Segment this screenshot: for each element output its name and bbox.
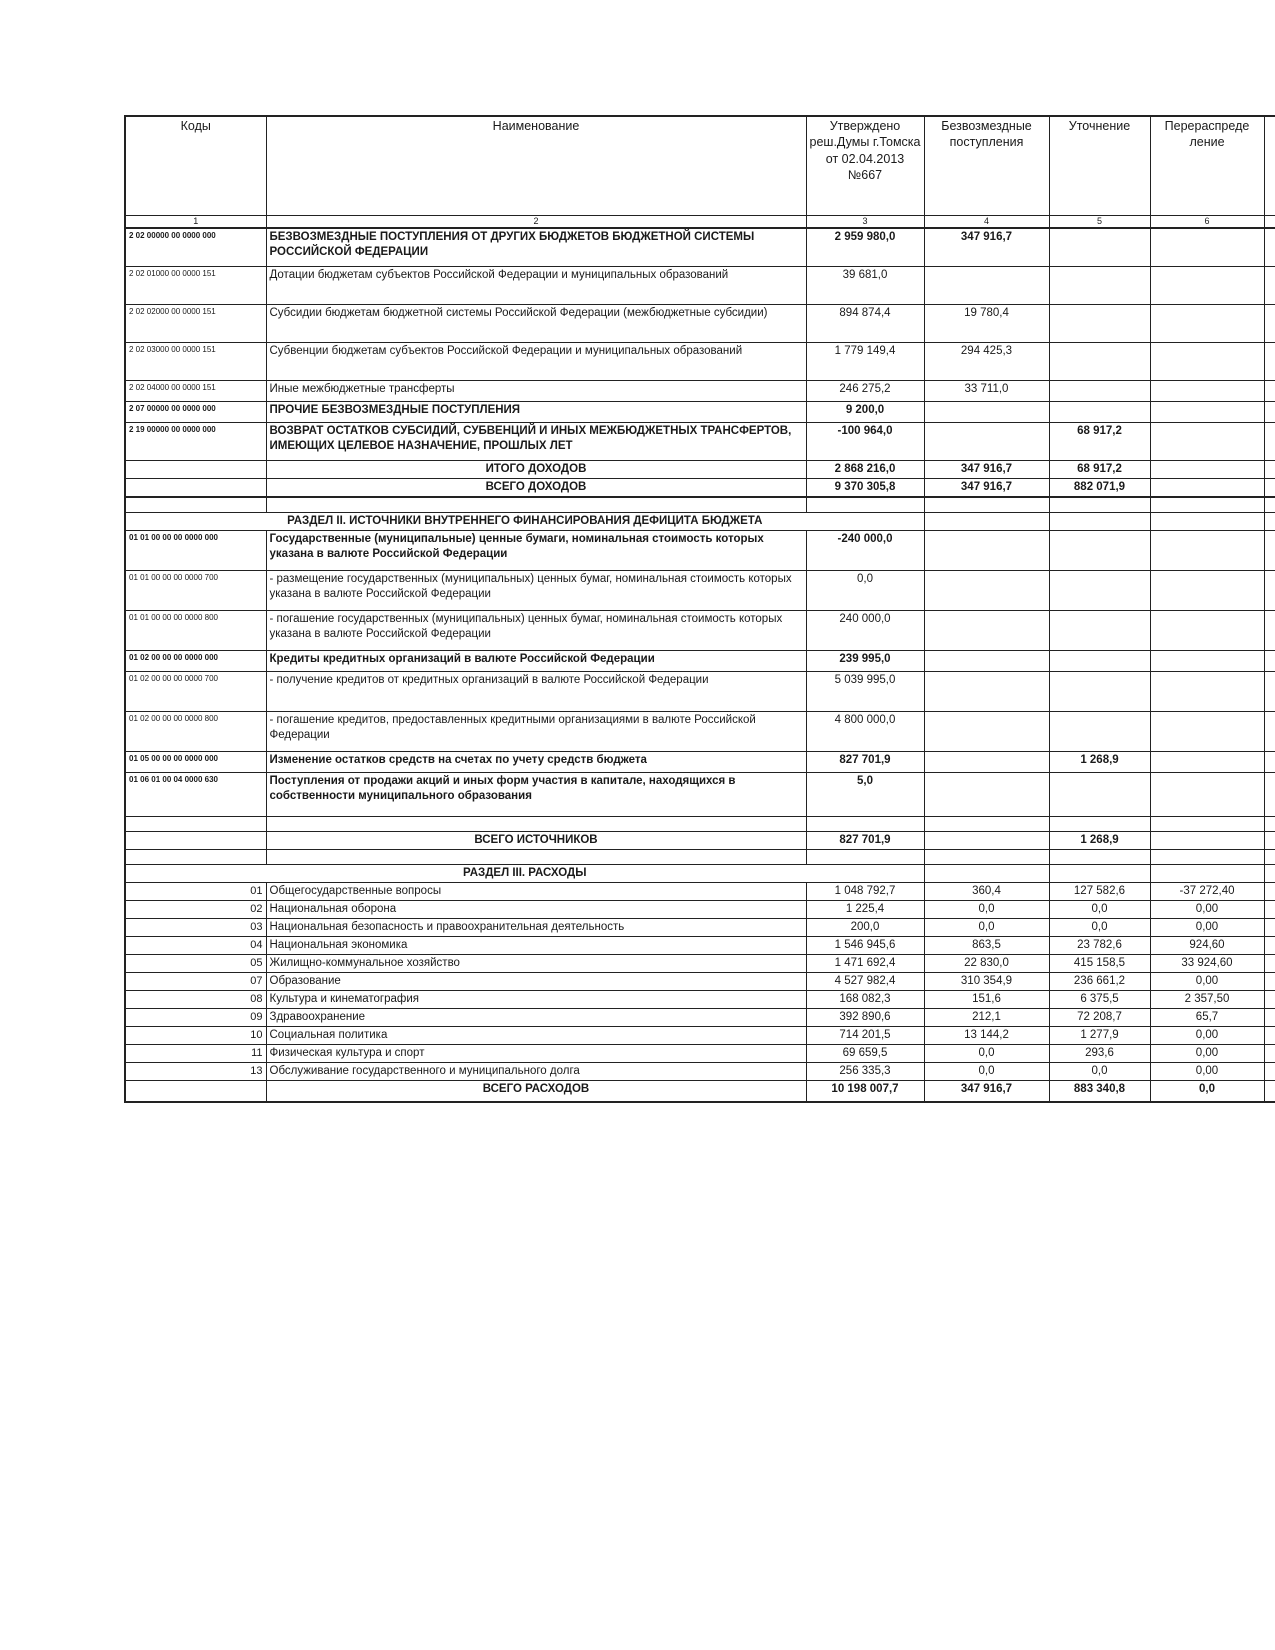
gratuitous-cell: 347 916,7 xyxy=(924,228,1049,267)
clarification-cell xyxy=(1049,342,1150,380)
header-gratuitous: Безвозмездные поступления xyxy=(924,116,1049,216)
gratuitous-cell: 0,0 xyxy=(924,900,1049,918)
section2-header xyxy=(125,512,1275,530)
expense-row xyxy=(125,1026,1275,1044)
expense-row xyxy=(125,990,1275,1008)
gratuitous-cell: 0,0 xyxy=(924,1062,1049,1080)
clarification-cell xyxy=(1049,711,1150,751)
code-cell: 2 07 00000 00 0000 000 xyxy=(125,401,266,422)
header-codes: Коды xyxy=(125,116,266,216)
extra-cell xyxy=(1264,918,1275,936)
redistribution-cell xyxy=(1150,650,1264,671)
gratuitous-cell: 19 780,4 xyxy=(924,304,1049,342)
approved-cell: 9 370 305,8 xyxy=(806,478,924,497)
expense-row xyxy=(125,1008,1275,1026)
approved-cell: 1 048 792,7 xyxy=(806,882,924,900)
redistribution-cell xyxy=(1150,380,1264,401)
gratuitous-cell xyxy=(924,422,1049,460)
extra-cell xyxy=(1264,990,1275,1008)
code-cell: 01 02 00 00 00 0000 800 xyxy=(125,711,266,751)
code-cell: 03 xyxy=(125,918,266,936)
approved-cell: 894 874,4 xyxy=(806,304,924,342)
code-cell: 05 xyxy=(125,954,266,972)
col-num-4: 4 xyxy=(924,216,1049,228)
name-cell: Субсидии бюджетам бюджетной системы Российской Федерации (межбюджетные субсидии) xyxy=(266,304,806,342)
gratuitous-cell: 33 711,0 xyxy=(924,380,1049,401)
sources-total-row xyxy=(125,831,1275,849)
name-cell: ВСЕГО ИСТОЧНИКОВ xyxy=(266,831,806,849)
approved-cell: 168 082,3 xyxy=(806,990,924,1008)
name-cell: Обслуживание государственного и муниципального долга xyxy=(266,1062,806,1080)
expense-row xyxy=(125,972,1275,990)
code-cell: 01 05 00 00 00 0000 000 xyxy=(125,751,266,772)
code-cell: 01 01 00 00 00 0000 700 xyxy=(125,570,266,610)
approved-cell: 1 471 692,4 xyxy=(806,954,924,972)
gratuitous-cell xyxy=(924,497,1049,513)
redistribution-cell xyxy=(1150,530,1264,570)
code-cell: 11 xyxy=(125,1044,266,1062)
code-cell: 07 xyxy=(125,972,266,990)
approved-cell: 246 275,2 xyxy=(806,380,924,401)
extra-cell xyxy=(1264,422,1275,460)
extra-cell xyxy=(1264,772,1275,816)
redistribution-cell: 0,00 xyxy=(1150,1026,1264,1044)
clarification-cell xyxy=(1049,380,1150,401)
gratuitous-cell: 0,0 xyxy=(924,918,1049,936)
clarification-cell xyxy=(1049,816,1150,831)
gratuitous-cell: 22 830,0 xyxy=(924,954,1049,972)
income-row xyxy=(125,266,1275,304)
name-cell xyxy=(266,849,806,864)
clarification-cell: 0,0 xyxy=(1049,1062,1150,1080)
income-row xyxy=(125,380,1275,401)
redistribution-cell xyxy=(1150,711,1264,751)
name-cell: Жилищно-коммунальное хозяйство xyxy=(266,954,806,972)
approved-cell: 0,0 xyxy=(806,570,924,610)
name-cell: Государственные (муниципальные) ценные бумаги, номинальная стоимость которых указана в валюте Российской Федерации xyxy=(266,530,806,570)
approved-cell xyxy=(806,816,924,831)
extra-cell xyxy=(1264,228,1275,267)
income-total-row xyxy=(125,460,1275,478)
gratuitous-cell: 212,1 xyxy=(924,1008,1049,1026)
name-cell: Образование xyxy=(266,972,806,990)
header-approved: Утверждено реш.Думы г.Томска от 02.04.2013 №667 xyxy=(806,116,924,216)
code-cell: 2 02 01000 00 0000 151 xyxy=(125,266,266,304)
clarification-cell xyxy=(1049,671,1150,711)
approved-cell xyxy=(806,849,924,864)
section-title: РАЗДЕЛ II. ИСТОЧНИКИ ВНУТРЕННЕГО ФИНАНСИРОВАНИЯ ДЕФИЦИТА БЮДЖЕТА xyxy=(125,512,924,530)
redistribution-cell: 924,60 xyxy=(1150,936,1264,954)
empty-cell xyxy=(1049,512,1150,530)
expense-row xyxy=(125,1044,1275,1062)
extra-cell xyxy=(1264,1026,1275,1044)
empty-cell xyxy=(924,864,1049,882)
redistribution-cell: 0,00 xyxy=(1150,918,1264,936)
clarification-cell xyxy=(1049,497,1150,513)
source-row xyxy=(125,751,1275,772)
clarification-cell xyxy=(1049,228,1150,267)
gratuitous-cell: 294 425,3 xyxy=(924,342,1049,380)
empty-cell xyxy=(1150,512,1264,530)
approved-cell: 1 225,4 xyxy=(806,900,924,918)
name-cell: ПРОЧИЕ БЕЗВОЗМЕЗДНЫЕ ПОСТУПЛЕНИЯ xyxy=(266,401,806,422)
code-cell xyxy=(125,478,266,497)
column-number-row xyxy=(125,216,1275,228)
name-cell: Физическая культура и спорт xyxy=(266,1044,806,1062)
code-cell: 01 01 00 00 00 0000 800 xyxy=(125,610,266,650)
code-cell xyxy=(125,816,266,831)
gratuitous-cell: 347 916,7 xyxy=(924,1080,1049,1102)
gratuitous-cell: 310 354,9 xyxy=(924,972,1049,990)
empty-cell xyxy=(924,512,1049,530)
approved-cell: -240 000,0 xyxy=(806,530,924,570)
redistribution-cell: 0,00 xyxy=(1150,972,1264,990)
header-clarification: Уточнение xyxy=(1049,116,1150,216)
redistribution-cell: 0,00 xyxy=(1150,1044,1264,1062)
extra-cell xyxy=(1264,497,1275,513)
extra-cell xyxy=(1264,401,1275,422)
source-row xyxy=(125,610,1275,650)
gratuitous-cell xyxy=(924,530,1049,570)
code-cell xyxy=(125,497,266,513)
clarification-cell: 23 782,6 xyxy=(1049,936,1150,954)
gratuitous-cell xyxy=(924,831,1049,849)
expense-row xyxy=(125,1062,1275,1080)
name-cell: Социальная политика xyxy=(266,1026,806,1044)
redistribution-cell xyxy=(1150,266,1264,304)
clarification-cell: 415 158,5 xyxy=(1049,954,1150,972)
code-cell: 13 xyxy=(125,1062,266,1080)
redistribution-cell xyxy=(1150,751,1264,772)
code-cell: 2 02 02000 00 0000 151 xyxy=(125,304,266,342)
code-cell: 01 02 00 00 00 0000 700 xyxy=(125,671,266,711)
name-cell: ИТОГО ДОХОДОВ xyxy=(266,460,806,478)
approved-cell: 200,0 xyxy=(806,918,924,936)
col-num-5: 5 xyxy=(1049,216,1150,228)
gratuitous-cell: 347 916,7 xyxy=(924,460,1049,478)
code-cell: 09 xyxy=(125,1008,266,1026)
clarification-cell xyxy=(1049,650,1150,671)
approved-cell: 69 659,5 xyxy=(806,1044,924,1062)
redistribution-cell xyxy=(1150,422,1264,460)
clarification-cell xyxy=(1049,570,1150,610)
approved-cell: 4 527 982,4 xyxy=(806,972,924,990)
clarification-cell: 883 340,8 xyxy=(1049,1080,1150,1102)
redistribution-cell: -37 272,40 xyxy=(1150,882,1264,900)
spacer-row xyxy=(125,849,1275,864)
name-cell: - размещение государственных (муниципальных) ценных бумаг, номинальная стоимость которых указана в валюте Российской Федерации xyxy=(266,570,806,610)
name-cell: Субвенции бюджетам субъектов Российской Федерации и муниципальных образований xyxy=(266,342,806,380)
clarification-cell: 1 268,9 xyxy=(1049,751,1150,772)
extra-cell xyxy=(1264,831,1275,849)
extra-cell xyxy=(1264,849,1275,864)
extra-cell xyxy=(1264,900,1275,918)
code-cell: 04 xyxy=(125,936,266,954)
header-redistribution: Перераспреде ление xyxy=(1150,116,1264,216)
clarification-cell: 6 375,5 xyxy=(1049,990,1150,1008)
approved-cell: 39 681,0 xyxy=(806,266,924,304)
name-cell: ВОЗВРАТ ОСТАТКОВ СУБСИДИЙ, СУБВЕНЦИЙ И ИНЫХ МЕЖБЮДЖЕТНЫХ ТРАНСФЕРТОВ, ИМЕЮЩИХ ЦЕЛЕВОЕ НАЗНАЧЕНИЕ, ПРОШЛЫХ ЛЕТ xyxy=(266,422,806,460)
redistribution-cell xyxy=(1150,342,1264,380)
approved-cell: 827 701,9 xyxy=(806,751,924,772)
gratuitous-cell xyxy=(924,751,1049,772)
section-title: РАЗДЕЛ III. РАСХОДЫ xyxy=(125,864,924,882)
redistribution-cell xyxy=(1150,228,1264,267)
extra-cell xyxy=(1264,610,1275,650)
clarification-cell xyxy=(1049,401,1150,422)
gratuitous-cell: 347 916,7 xyxy=(924,478,1049,497)
gratuitous-cell xyxy=(924,610,1049,650)
empty-cell xyxy=(1264,512,1275,530)
expense-row xyxy=(125,900,1275,918)
approved-cell: 5 039 995,0 xyxy=(806,671,924,711)
code-cell: 08 xyxy=(125,990,266,1008)
extra-cell xyxy=(1264,1008,1275,1026)
code-cell: 2 19 00000 00 0000 000 xyxy=(125,422,266,460)
col-num-1: 1 xyxy=(125,216,266,228)
code-cell xyxy=(125,831,266,849)
name-cell: ВСЕГО РАСХОДОВ xyxy=(266,1080,806,1102)
name-cell: - погашение государственных (муниципальных) ценных бумаг, номинальная стоимость которых указана в валюте Российской Федерации xyxy=(266,610,806,650)
header-extra xyxy=(1264,116,1275,216)
extra-cell xyxy=(1264,650,1275,671)
extra-cell xyxy=(1264,342,1275,380)
name-cell: Изменение остатков средств на счетах по учету средств бюджета xyxy=(266,751,806,772)
extra-cell xyxy=(1264,751,1275,772)
approved-cell: 1 546 945,6 xyxy=(806,936,924,954)
expense-row xyxy=(125,918,1275,936)
code-cell xyxy=(125,849,266,864)
redistribution-cell xyxy=(1150,570,1264,610)
redistribution-cell: 0,00 xyxy=(1150,900,1264,918)
source-row xyxy=(125,530,1275,570)
clarification-cell: 293,6 xyxy=(1049,1044,1150,1062)
approved-cell: 1 779 149,4 xyxy=(806,342,924,380)
gratuitous-cell xyxy=(924,671,1049,711)
extra-cell xyxy=(1264,460,1275,478)
code-cell: 2 02 04000 00 0000 151 xyxy=(125,380,266,401)
redistribution-cell xyxy=(1150,497,1264,513)
source-row xyxy=(125,570,1275,610)
clarification-cell xyxy=(1049,266,1150,304)
code-cell: 10 xyxy=(125,1026,266,1044)
header-row xyxy=(125,116,1275,216)
redistribution-cell xyxy=(1150,610,1264,650)
source-row xyxy=(125,711,1275,751)
approved-cell: 4 800 000,0 xyxy=(806,711,924,751)
col-num-6: 6 xyxy=(1150,216,1264,228)
approved-cell: 239 995,0 xyxy=(806,650,924,671)
expense-row xyxy=(125,954,1275,972)
clarification-cell: 127 582,6 xyxy=(1049,882,1150,900)
empty-cell xyxy=(1264,864,1275,882)
gratuitous-cell xyxy=(924,816,1049,831)
extra-cell xyxy=(1264,671,1275,711)
name-cell: Дотации бюджетам субъектов Российской Федерации и муниципальных образований xyxy=(266,266,806,304)
clarification-cell: 882 071,9 xyxy=(1049,478,1150,497)
approved-cell: -100 964,0 xyxy=(806,422,924,460)
income-row xyxy=(125,342,1275,380)
name-cell xyxy=(266,497,806,513)
clarification-cell: 68 917,2 xyxy=(1049,422,1150,460)
redistribution-cell: 33 924,60 xyxy=(1150,954,1264,972)
clarification-cell xyxy=(1049,304,1150,342)
approved-cell xyxy=(806,497,924,513)
code-cell: 2 02 03000 00 0000 151 xyxy=(125,342,266,380)
source-row xyxy=(125,671,1275,711)
gratuitous-cell: 360,4 xyxy=(924,882,1049,900)
col-num-3: 3 xyxy=(806,216,924,228)
name-cell: Поступления от продажи акций и иных форм участия в капитале, находящихся в собственности муниципального образования xyxy=(266,772,806,816)
name-cell: ВСЕГО ДОХОДОВ xyxy=(266,478,806,497)
budget-table xyxy=(124,115,1275,1103)
income-row xyxy=(125,422,1275,460)
redistribution-cell: 0,0 xyxy=(1150,1080,1264,1102)
name-cell: Кредиты кредитных организаций в валюте Российской Федерации xyxy=(266,650,806,671)
header-name: Наименование xyxy=(266,116,806,216)
redistribution-cell xyxy=(1150,831,1264,849)
extra-cell xyxy=(1264,936,1275,954)
clarification-cell: 68 917,2 xyxy=(1049,460,1150,478)
expense-row xyxy=(125,936,1275,954)
extra-cell xyxy=(1264,972,1275,990)
redistribution-cell xyxy=(1150,460,1264,478)
extra-cell xyxy=(1264,954,1275,972)
approved-cell: 827 701,9 xyxy=(806,831,924,849)
name-cell: Культура и кинематография xyxy=(266,990,806,1008)
income-row xyxy=(125,228,1275,267)
extra-cell xyxy=(1264,478,1275,497)
name-cell: Общегосударственные вопросы xyxy=(266,882,806,900)
approved-cell: 240 000,0 xyxy=(806,610,924,650)
code-cell: 02 xyxy=(125,900,266,918)
extra-cell xyxy=(1264,1062,1275,1080)
clarification-cell xyxy=(1049,849,1150,864)
extra-cell xyxy=(1264,570,1275,610)
code-cell xyxy=(125,460,266,478)
gratuitous-cell: 151,6 xyxy=(924,990,1049,1008)
extra-cell xyxy=(1264,882,1275,900)
name-cell: Национальная оборона xyxy=(266,900,806,918)
name-cell: Здравоохранение xyxy=(266,1008,806,1026)
col-num-7 xyxy=(1264,216,1275,228)
name-cell xyxy=(266,816,806,831)
redistribution-cell xyxy=(1150,849,1264,864)
redistribution-cell: 0,00 xyxy=(1150,1062,1264,1080)
expenses-total-row xyxy=(125,1080,1275,1102)
col-num-2: 2 xyxy=(266,216,806,228)
extra-cell xyxy=(1264,1044,1275,1062)
code-cell xyxy=(125,1080,266,1102)
redistribution-cell xyxy=(1150,401,1264,422)
approved-cell: 714 201,5 xyxy=(806,1026,924,1044)
extra-cell xyxy=(1264,711,1275,751)
approved-cell: 256 335,3 xyxy=(806,1062,924,1080)
code-cell: 01 01 00 00 00 0000 000 xyxy=(125,530,266,570)
gratuitous-cell xyxy=(924,849,1049,864)
code-cell: 01 xyxy=(125,882,266,900)
source-row xyxy=(125,772,1275,816)
name-cell: Национальная экономика xyxy=(266,936,806,954)
name-cell: - погашение кредитов, предоставленных кредитными организациями в валюте Российской Федерации xyxy=(266,711,806,751)
code-cell: 01 02 00 00 00 0000 000 xyxy=(125,650,266,671)
approved-cell: 10 198 007,7 xyxy=(806,1080,924,1102)
source-row xyxy=(125,650,1275,671)
extra-cell xyxy=(1264,304,1275,342)
redistribution-cell xyxy=(1150,772,1264,816)
name-cell: БЕЗВОЗМЕЗДНЫЕ ПОСТУПЛЕНИЯ ОТ ДРУГИХ БЮДЖЕТОВ БЮДЖЕТНОЙ СИСТЕМЫ РОССИЙСКОЙ ФЕДЕРАЦИИ xyxy=(266,228,806,267)
approved-cell: 9 200,0 xyxy=(806,401,924,422)
name-cell: Национальная безопасность и правоохранительная деятельность xyxy=(266,918,806,936)
code-cell: 01 06 01 00 04 0000 630 xyxy=(125,772,266,816)
clarification-cell: 1 277,9 xyxy=(1049,1026,1150,1044)
clarification-cell xyxy=(1049,610,1150,650)
extra-cell xyxy=(1264,816,1275,831)
name-cell: Иные межбюджетные трансферты xyxy=(266,380,806,401)
extra-cell xyxy=(1264,530,1275,570)
redistribution-cell xyxy=(1150,478,1264,497)
extra-cell xyxy=(1264,1080,1275,1102)
expense-row xyxy=(125,882,1275,900)
approved-cell: 5,0 xyxy=(806,772,924,816)
gratuitous-cell xyxy=(924,650,1049,671)
clarification-cell: 236 661,2 xyxy=(1049,972,1150,990)
gratuitous-cell: 0,0 xyxy=(924,1044,1049,1062)
section3-header xyxy=(125,864,1275,882)
gratuitous-cell xyxy=(924,570,1049,610)
name-cell: - получение кредитов от кредитных организаций в валюте Российской Федерации xyxy=(266,671,806,711)
empty-cell xyxy=(1049,864,1150,882)
approved-cell: 392 890,6 xyxy=(806,1008,924,1026)
clarification-cell: 0,0 xyxy=(1049,900,1150,918)
clarification-cell xyxy=(1049,772,1150,816)
extra-cell xyxy=(1264,266,1275,304)
code-cell: 2 02 00000 00 0000 000 xyxy=(125,228,266,267)
redistribution-cell xyxy=(1150,816,1264,831)
gratuitous-cell: 863,5 xyxy=(924,936,1049,954)
clarification-cell: 1 268,9 xyxy=(1049,831,1150,849)
approved-cell: 2 868 216,0 xyxy=(806,460,924,478)
redistribution-cell: 65,7 xyxy=(1150,1008,1264,1026)
income-row xyxy=(125,304,1275,342)
gratuitous-cell xyxy=(924,266,1049,304)
redistribution-cell xyxy=(1150,671,1264,711)
clarification-cell xyxy=(1049,530,1150,570)
spacer-row xyxy=(125,497,1275,513)
extra-cell xyxy=(1264,380,1275,401)
gratuitous-cell xyxy=(924,772,1049,816)
approved-cell: 2 959 980,0 xyxy=(806,228,924,267)
clarification-cell: 0,0 xyxy=(1049,918,1150,936)
income-row xyxy=(125,401,1275,422)
redistribution-cell xyxy=(1150,304,1264,342)
spacer-row xyxy=(125,816,1275,831)
gratuitous-cell xyxy=(924,711,1049,751)
gratuitous-cell xyxy=(924,401,1049,422)
income-grand-row xyxy=(125,478,1275,497)
empty-cell xyxy=(1150,864,1264,882)
gratuitous-cell: 13 144,2 xyxy=(924,1026,1049,1044)
clarification-cell: 72 208,7 xyxy=(1049,1008,1150,1026)
redistribution-cell: 2 357,50 xyxy=(1150,990,1264,1008)
